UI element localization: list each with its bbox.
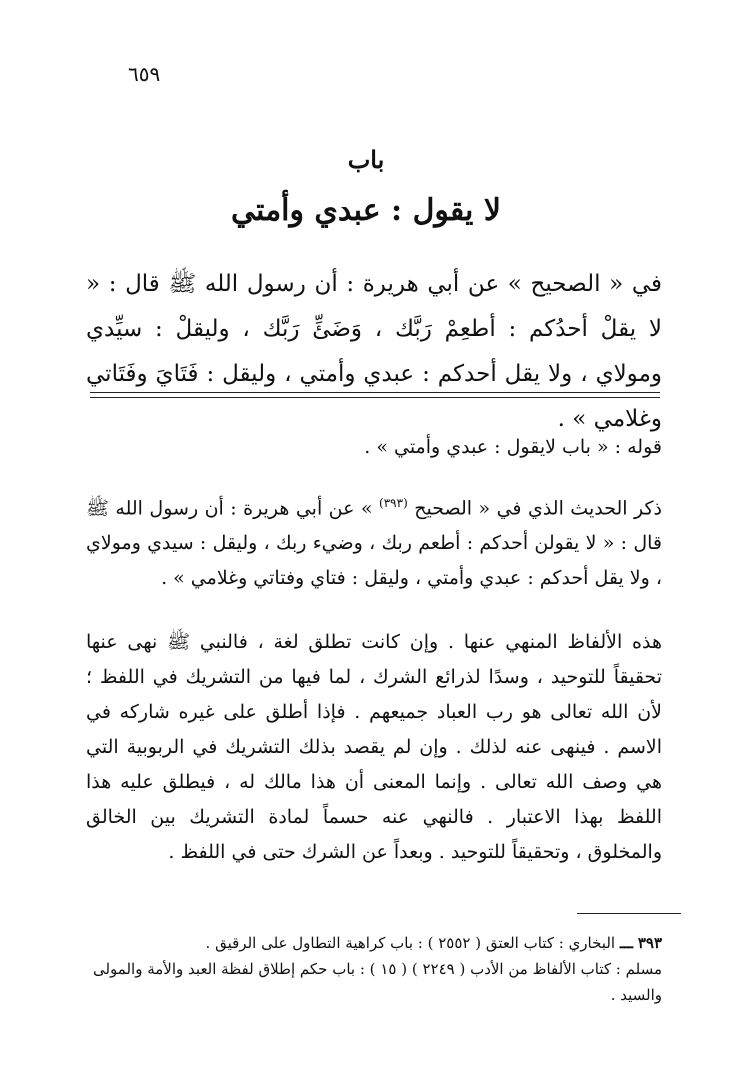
page-number: ٦٥٩ — [128, 62, 161, 86]
separator-rule-bottom — [90, 397, 660, 398]
chapter-heading: باب — [347, 145, 385, 174]
footnotes — [88, 930, 662, 1008]
commentary-paragraph-explanation: هذه الألفاظ المنهي عنها . وإن كانت تطلق لغة ، فالنبي ﷺ نهى عنها تحقيقاً للتوحيد ، وسدًا لذرائع الشرك ، لما فيها من التشريك في اللفظ ؛ لأن الله تعالى هو رب العباد جميعهم . فإذا أطلق على غيره شاركه في الاسم . فينهى عنه لذلك . وإن لم يقصد بذلك التشريك في الربوبية التي هي وصف الله تعالى . وإنما المعنى أن هذا مالك له ، فيطلق عليه هذا اللفظ بهذا الاعتبار . فالنهي عنه حسماً لمادة التشريك بين الخالق والمخلوق ، وتحقيقاً للتوحيد . وبعداً عن الشرك حتى في اللفظ . — [86, 631, 662, 863]
chapter-title: لا يقول : عبدي وأمتي — [231, 193, 501, 228]
commentary-quote: قوله : « باب لايقول : عبدي وأمتي » . — [364, 436, 662, 458]
commentary-text-after-ref: » عن أبي هريرة : أن رسول الله ﷺ قال : « لا يقولن أحدكم : أطعم ربك ، وضيء ربك ، وليقل : سيدي ومولاي ، ولا يقل أحدكم : عبدي وأمتي ، وليقل : فتاي وفتاتي وغلامي » . — [86, 497, 662, 590]
hadith-text: في « الصحيح » عن أبي هريرة : أن رسول الله ﷺ قال : « لا يقلْ أحدُكم : أطعِمْ رَبَّك ، وَضَئِّ رَبَّك ، وليقلْ : سيِّدي ومولاي ، ولا يقل أحدكم : عبدي وأمتي ، وليقل : فَتَايَ وفَتَاتي وغلامي » . — [86, 271, 662, 432]
footnote-separator — [577, 913, 681, 914]
footnote-bukhari: البخاري : كتاب العتق ( ٢٥٥٢ ) : باب كراهية التطاول على الرقيق . — [205, 934, 616, 952]
separator-rule-top — [90, 392, 660, 393]
commentary-text-before-ref: ذكر الحديث الذي في « الصحيح — [414, 497, 663, 520]
footnote-muslim: مسلم : كتاب الألفاظ من الأدب ( ٢٢٤٩ ) ( ١٥ ) : باب حكم إطلاق لفظة العبد والأمة والمولى والسيد . — [92, 960, 662, 1004]
footnote-reference[interactable]: (٣٩٣) — [379, 496, 408, 510]
footnote-line-1 — [88, 930, 662, 956]
commentary-paragraph-hadith — [86, 486, 662, 596]
footnote-number: ٣٩٣ — [637, 934, 662, 952]
footnote-dash: ـــ — [619, 934, 634, 952]
